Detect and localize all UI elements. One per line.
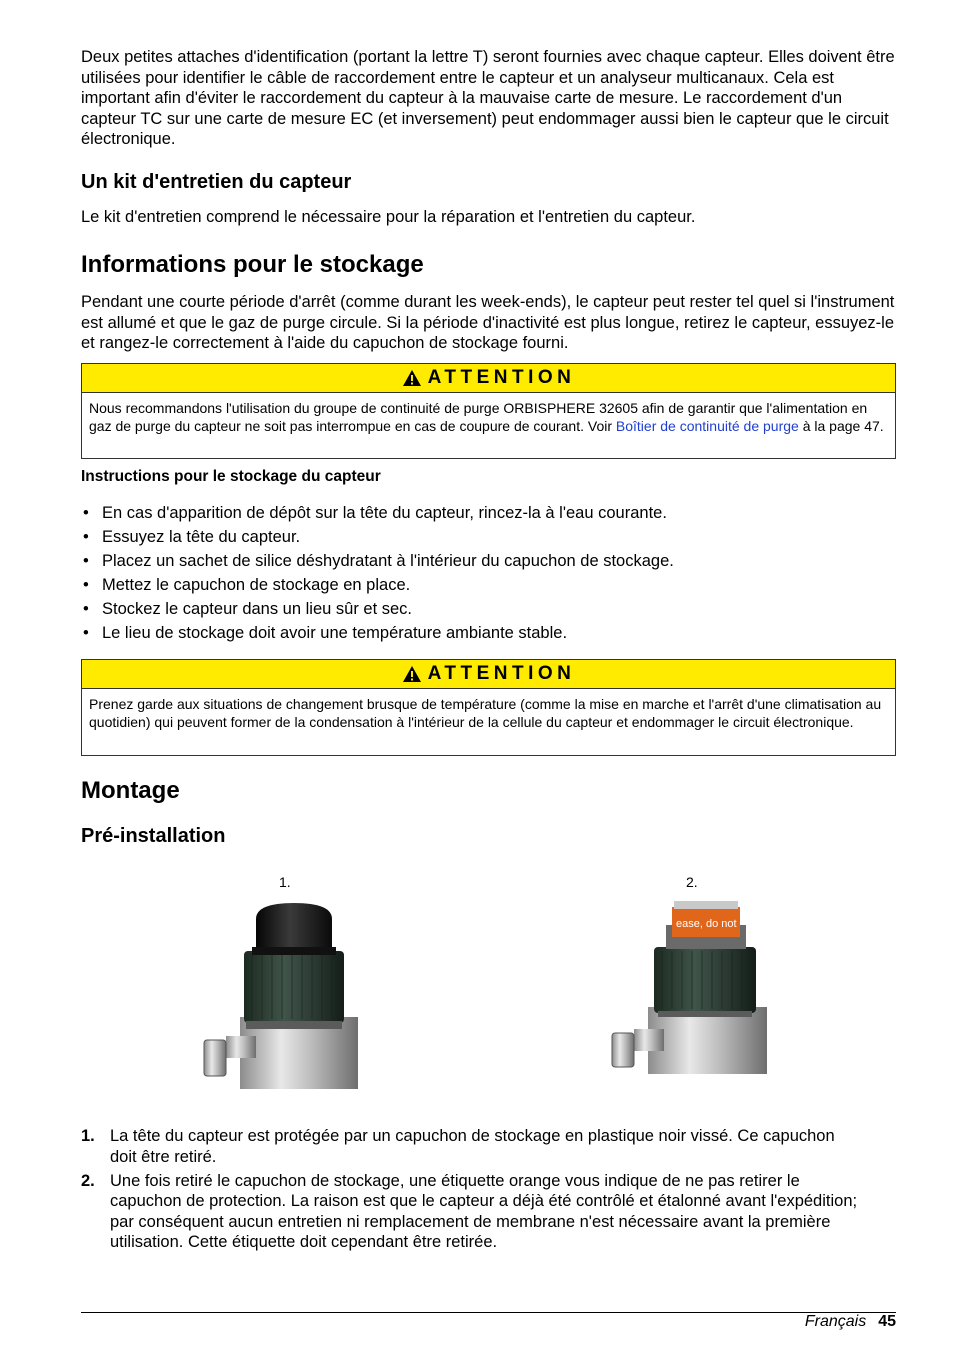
step-number: 1. [81, 1127, 95, 1145]
attention-box [81, 363, 896, 459]
figure-1-label: 1. [279, 874, 291, 890]
figure-2-label: 2. [686, 874, 698, 890]
orange-tag-text: ease, do not [676, 918, 737, 930]
attention-header [82, 660, 895, 689]
purge-continuity-link[interactable]: Boîtier de continuité de purge [615, 418, 799, 434]
warning-icon [402, 369, 422, 387]
intro-paragraph: Deux petites attaches d'identification (portant la lettre T) seront fournies avec chaque capteur. Elles doivent être utilisées pour identifier le câble de raccordement entre le capteur et un analyseur multicanaux. Cela est important afin d'éviter le raccordement du capteur à la mauvaise carte de mesure. Le raccordement d'un capteur TC sur une carte de mesure EC (et inversement) peut endommager aussi bien le capteur que le circuit électronique. [81, 48, 895, 148]
attention-label: ATTENTION [427, 663, 576, 684]
attention-text [82, 393, 895, 441]
list-item: • Le lieu de stockage doit avoir une température ambiante stable. [81, 621, 896, 645]
montage-heading: Montage [81, 777, 180, 804]
list-item: • Essuyez la tête du capteur. [81, 525, 896, 549]
pre-installation-heading: Pré-installation [81, 825, 226, 847]
attention-box [81, 659, 896, 756]
storage-paragraph: Pendant une courte période d'arrêt (comme durant les week-ends), le capteur peut rester tel quel si l'instrument est allumé et que le gaz de purge circule. Si la période d'inactivité est plus longue, retirez le capteur, essuyez-le et rangez-le correctement à l'aide du capuchon de stockage fourni. [81, 293, 895, 352]
list-item [81, 1171, 861, 1253]
list-item: • En cas d'apparition de dépôt sur la tête du capteur, rincez-la à l'eau courante. [81, 501, 896, 525]
attention-label: ATTENTION [427, 367, 576, 388]
step-number: 2. [81, 1171, 95, 1190]
maintenance-kit-paragraph: Le kit d'entretien comprend le nécessaire pour la réparation et l'entretien du capteur. [81, 208, 696, 226]
step-text: La tête du capteur est protégée par un capuchon de stockage en plastique noir vissé. Ce capuchon doit être retiré. [110, 1127, 835, 1166]
sensor-orange-tag-image [608, 897, 767, 1074]
steps-list [81, 1126, 861, 1256]
list-item [81, 1126, 861, 1167]
warning-icon [402, 665, 422, 683]
footer-language: Français [804, 1313, 867, 1330]
instructions-list [81, 501, 896, 645]
instructions-heading: Instructions pour le stockage du capteur [81, 468, 381, 485]
footer-divider [81, 1312, 896, 1313]
list-item: • Mettez le capuchon de stockage en place. [81, 573, 896, 597]
list-item: • Stockez le capteur dans un lieu sûr et sec. [81, 597, 896, 621]
page-number: 45 [878, 1313, 896, 1330]
attention-text: Prenez garde aux situations de changement brusque de température (comme la mise en marche et l'arrêt d'une climatisation au quotidien) qui peuvent former de la condensation à l'intérieur de la cellule du capteur et endommager le circuit électronique. [89, 696, 882, 730]
attention-text-after: à la page 47. [798, 418, 884, 434]
sensor-with-cap-image [200, 897, 358, 1089]
attention-text-before: Nous recommandons l'utilisation du groupe de continuité de purge ORBISPHERE 32605 afin de garantir que l'alimentation en gaz de purge du capteur ne soit pas interrompue en cas de coupure de courant. Voir [89, 400, 868, 434]
maintenance-kit-heading: Un kit d'entretien du capteur [81, 171, 352, 193]
attention-header [82, 364, 895, 393]
step-text: Une fois retiré le capuchon de stockage, une étiquette orange vous indique de ne pas retirer le capuchon de protection. La raison est que le capteur a déjà été contrôlé et étalonné avant l'expédition; par conséquent aucun entretien ni remplacement de membrane n'est nécessaire avant la première utilisation. Cette étiquette doit cependant être retirée. [110, 1171, 858, 1251]
footer [805, 1313, 896, 1331]
storage-heading: Informations pour le stockage [81, 251, 424, 278]
list-item: • Placez un sachet de silice déshydratant à l'intérieur du capuchon de stockage. [81, 549, 896, 573]
